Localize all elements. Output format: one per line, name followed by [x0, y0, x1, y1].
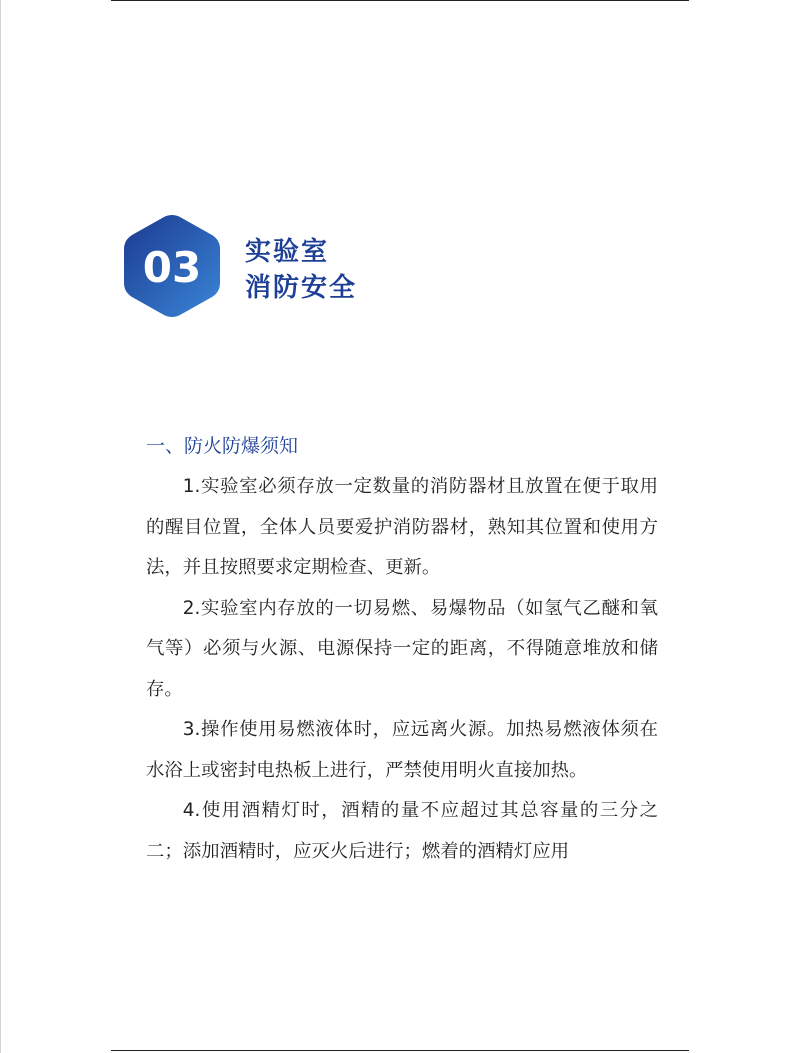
- chapter-title: [245, 234, 357, 306]
- chapter-title-line-2: 消防安全: [245, 273, 358, 303]
- paragraph-4: 4.使用酒精灯时，酒精的量不应超过其总容量的三分之二；添加酒精时，应灭火后进行；燃着的酒精灯应用: [146, 800, 658, 862]
- paragraph-2: 2.实验室内存放的一切易燃、易爆物品（如氢气乙醚和氧气等）必须与火源、电源保持一定的距离，不得随意堆放和储存。: [146, 597, 658, 700]
- chapter-title-line-1: 实验室: [245, 237, 330, 267]
- top-rule: [111, 0, 689, 1]
- section-heading: 一、防火防爆须知: [146, 435, 299, 457]
- hexagon-badge-icon: [124, 213, 220, 319]
- chapter-number-badge: [124, 213, 220, 319]
- page-left-edge: [0, 0, 1, 1053]
- chapter-number: 03: [142, 243, 202, 292]
- paragraph-1: 1.实验室必须存放一定数量的消防器材且放置在便于取用的醒目位置，全体人员要爱护消防器材，熟知其位置和使用方法，并且按照要求定期检查、更新。: [146, 476, 658, 578]
- paragraph-3: 3.操作使用易燃液体时，应远离火源。加热易燃液体须在水浴上或密封电热板上进行，严禁使用明火直接加热。: [146, 719, 658, 781]
- bottom-rule: [111, 1050, 689, 1051]
- body-text: [146, 467, 658, 872]
